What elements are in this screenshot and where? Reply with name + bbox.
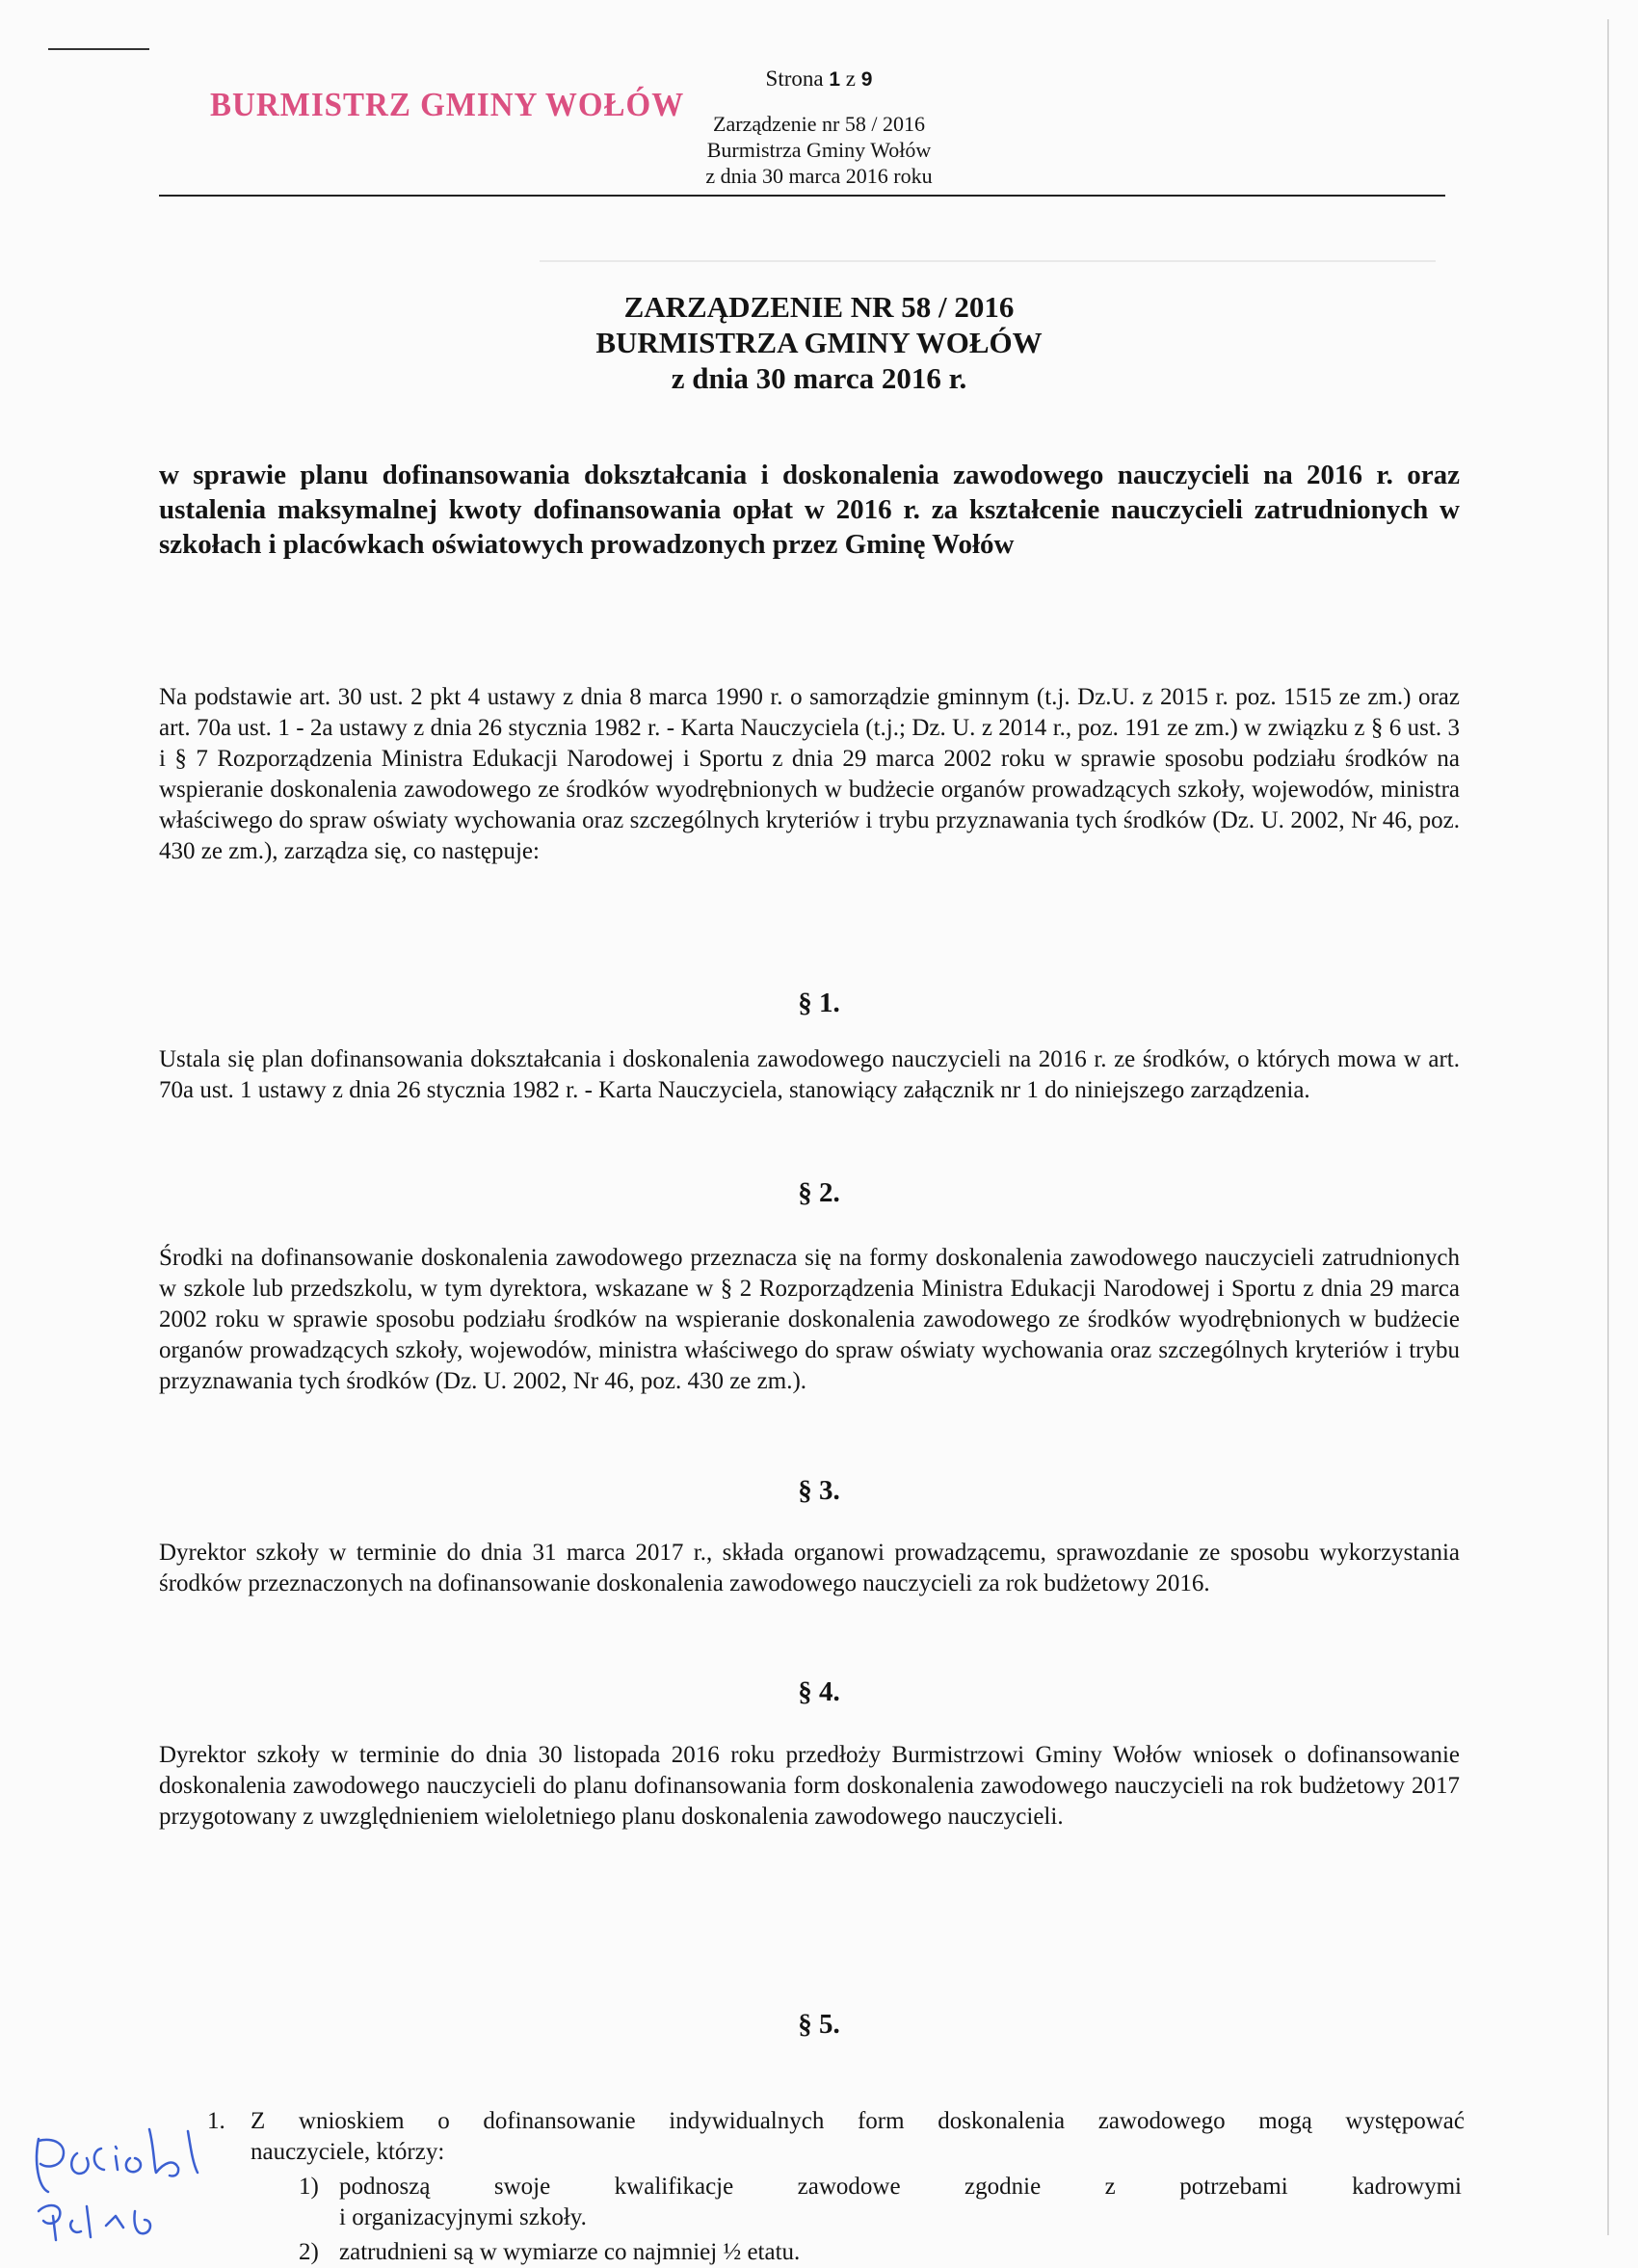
title-line3: z dnia 30 marca 2016 r. — [671, 361, 967, 395]
handwritten-signature — [10, 2120, 279, 2250]
page-label: Strona — [765, 66, 824, 91]
item-number: 1. — [207, 2108, 225, 2134]
page-number — [578, 66, 1060, 92]
header-rule — [159, 195, 1445, 197]
bleed-through-marks — [540, 252, 1436, 272]
section-3-label: § 3. — [798, 1475, 840, 1506]
stamp-text: BURMISTRZ GMINY WOŁÓW — [210, 87, 685, 124]
section-4-label: § 4. — [798, 1676, 840, 1707]
preamble: Na podstawie art. 30 ust. 2 pkt 4 ustawy z dnia 8 marca 1990 r. o samorządzie gminnym (t.j. Dz.U. z 2015 r. poz. 1515 ze zm.) oraz art. 70a ust. 1 - 2a ustawy z dnia 26 stycznia 1982 r. - Karta Nauczyciela (t.j.; Dz. U. z 2014 r., poz. 191 ze zm.) w związku z § 6 ust. 3 i § 7 Rozporządzenia Ministra Edukacji Narodowej i Sportu z dnia 29 marca 2002 roku w sprawie sposobu podziału środków na wspieranie doskonalenia zawodowego ze środków wyodrębnionych w budżecie organów prowadzących szkoły, wojewodów, ministra właściwego do spraw oświaty wychowania oraz szczególnych kryteriów i trybu przyznawania tych środków (Dz. U. 2002, Nr 46, poz. 430 ze zm.), zarządza się, co następuje: — [159, 684, 1460, 864]
item-text-cont: nauczyciele, którzy: — [251, 2139, 445, 2165]
title-line1: ZARZĄDZENIE NR 58 / 2016 — [623, 290, 1015, 324]
page-current: 1 — [829, 68, 841, 91]
scan-edge — [1607, 19, 1609, 2235]
subitem-text: podnoszą swoje kwalifikacje zawodowe zgodnie z potrzebami kadrowymi — [339, 2174, 1462, 2200]
section-2-text: Środki na dofinansowanie doskonalenia zawodowego przeznacza się na formy doskonalenia zawodowego nauczycieli zatrudnionych w szkole lub przedszkolu, w tym dyrektora, wskazane w § 2 Rozporządzenia Ministra Edukacji Narodowej i Sportu z dnia 29 marca 2002 roku w sprawie sposobu podziału środków na wspieranie doskonalenia zawodowego ze środków wyodrębnionych w budżecie organów prowadzących szkoły, wojewodów, ministra właściwego do spraw oświaty wychowania oraz szczególnych kryteriów i trybu przyznawania tych środków (Dz. U. 2002, Nr 46, poz. 430 ze zm.). — [159, 1245, 1460, 1394]
corner-mark — [48, 48, 149, 50]
section-3-text: Dyrektor szkoły w terminie do dnia 31 marca 2017 r., składa organowi prowadzącemu, sprawozdanie ze sposobu wykorzystania środków przeznaczonych na dofinansowanie doskonalenia zawodowego nauczycieli za rok budżetowy 2016. — [159, 1540, 1460, 1596]
section-1-label: § 1. — [798, 988, 840, 1018]
document-title — [193, 289, 1445, 396]
subject-paragraph: w sprawie planu dofinansowania dokształcania i doskonalenia zawodowego nauczycieli na 2016 r. oraz ustalenia maksymalnej kwoty dofinansowania opłat w 2016 r. za kształcenie nauczycieli zatrudnionych w szkołach i placówkach oświatowych prowadzonych przez Gminę Wołów — [159, 460, 1460, 560]
page-total: 9 — [860, 68, 873, 91]
item-text: Z wnioskiem o dofinansowanie indywidualnych form doskonalenia zawodowego mogą występować — [251, 2108, 1465, 2134]
page-sep: z — [845, 66, 857, 91]
document-header — [578, 66, 1060, 189]
section-2-label: § 2. — [798, 1177, 840, 1208]
title-line2: BURMISTRZA GMINY WOŁÓW — [595, 326, 1043, 359]
doc-ref-line3: z dnia 30 marca 2016 roku — [705, 164, 933, 188]
subitem-number: 2) — [299, 2239, 319, 2265]
mayor-stamp — [210, 87, 685, 141]
doc-ref-line2: Burmistrza Gminy Wołów — [706, 138, 932, 162]
section-4-text: Dyrektor szkoły w terminie do dnia 30 listopada 2016 roku przedłoży Burmistrzowi Gminy Wołów wniosek o dofinansowanie doskonalenia zawodowego nauczycieli do planu dofinansowania form doskonalenia zawodowego nauczycieli na rok budżetowy 2017 przygotowany z uwzględnieniem wieloletniego planu doskonalenia zawodowego nauczycieli. — [159, 1742, 1460, 1830]
section-5-label: § 5. — [798, 2009, 840, 2040]
subitem-text: zatrudnieni są w wymiarze co najmniej ½ etatu. — [339, 2239, 801, 2265]
subitem-text-cont: i organizacyjnymi szkoły. — [339, 2204, 587, 2230]
doc-ref-line1: Zarządzenie nr 58 / 2016 — [713, 112, 925, 136]
section-1-text: Ustala się plan dofinansowania dokształcania i doskonalenia zawodowego nauczycieli na 2016 r. ze środków, o których mowa w art. 70a ust. 1 ustawy z dnia 26 stycznia 1982 r. - Karta Nauczyciela, stanowiący załącznik nr 1 do niniejszego zarządzenia. — [159, 1046, 1460, 1103]
subitem-number: 1) — [299, 2174, 319, 2200]
